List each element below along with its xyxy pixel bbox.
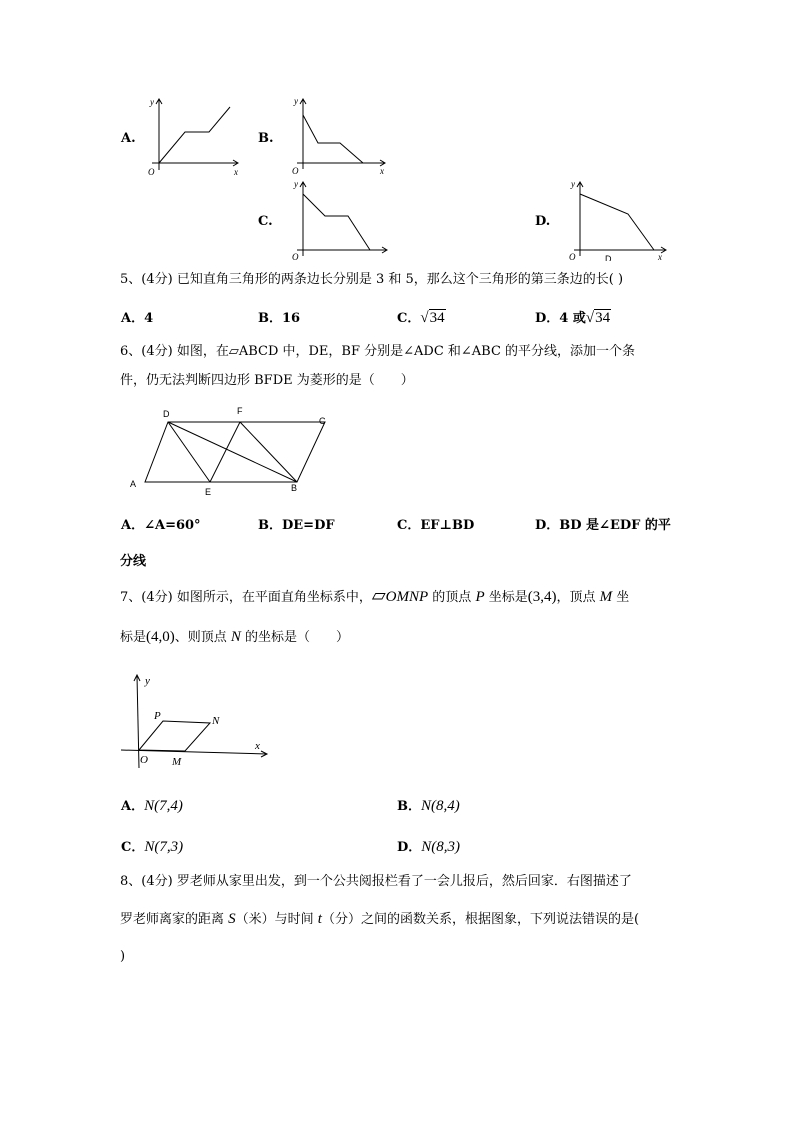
point-m: M bbox=[172, 756, 182, 768]
svg-text:y: y bbox=[294, 96, 298, 106]
svg-text:O: O bbox=[292, 166, 299, 176]
graph-option-d bbox=[562, 176, 677, 261]
graph-line bbox=[159, 107, 230, 163]
q5-option-d: D．4 或√34 bbox=[535, 310, 611, 326]
q5-option-a: A．4 bbox=[121, 311, 154, 326]
y-label: y bbox=[145, 675, 150, 687]
segment-fb bbox=[240, 422, 297, 482]
radicand: 34 bbox=[429, 310, 445, 326]
coordinate-figure bbox=[115, 670, 275, 770]
question-7-stem-line2: 标是(4,0)、则顶点 N 的坐标是（ ） bbox=[120, 629, 350, 645]
q7-option-a: A．N(7,4) bbox=[121, 798, 183, 814]
y-axis bbox=[137, 676, 139, 768]
svg-text:x: x bbox=[380, 166, 384, 176]
x-label: x bbox=[255, 740, 260, 752]
parallelogram-figure bbox=[125, 400, 345, 505]
point-o: O bbox=[140, 754, 148, 766]
option-a-label: A. bbox=[121, 131, 136, 146]
segment-db bbox=[168, 422, 297, 482]
q7-option-b: B．N(8,4) bbox=[397, 798, 460, 814]
point-e: E bbox=[205, 487, 212, 497]
parallelogram-omnp bbox=[139, 721, 210, 751]
q7-option-d: D．N(8,3) bbox=[397, 839, 461, 855]
option-b-label: B. bbox=[258, 131, 274, 146]
parallelogram-symbol: ▱ bbox=[371, 585, 386, 605]
point-b: B bbox=[291, 483, 298, 493]
q7-option-c: C．N(7,3) bbox=[121, 839, 184, 855]
q5-option-c: C．√34 bbox=[397, 310, 445, 326]
graph-line bbox=[303, 115, 363, 163]
option-d-label: D. bbox=[535, 214, 551, 229]
graph-line bbox=[303, 194, 370, 250]
radicand: 34 bbox=[595, 310, 611, 326]
svg-text:y: y bbox=[294, 179, 298, 189]
q5-option-b: B．16 bbox=[258, 311, 301, 326]
svg-text:O: O bbox=[569, 252, 576, 261]
svg-text:O: O bbox=[292, 252, 299, 261]
point-p: P bbox=[154, 710, 161, 722]
q6-option-a: A．∠A=60° bbox=[121, 518, 201, 533]
graph-line bbox=[580, 194, 654, 250]
q6-option-d: D．BD 是∠EDF 的平 bbox=[535, 518, 671, 533]
graph-option-c bbox=[285, 176, 395, 261]
origin-label: O bbox=[148, 167, 155, 177]
point-f: F bbox=[237, 406, 243, 416]
question-6-stem-line2: 件，仍无法判断四边形 BFDE 为菱形的是（ ） bbox=[120, 373, 414, 388]
option-c-label: C. bbox=[258, 214, 273, 229]
segment-de bbox=[168, 422, 210, 482]
svg-text:x: x bbox=[658, 252, 662, 261]
question-5-stem: 5、(4分) 已知直角三角形的两条边长分别是 3 和 5，那么这个三角形的第三条边的长( ) bbox=[120, 272, 624, 287]
graph-option-a bbox=[140, 95, 250, 180]
question-8-line3: ) bbox=[120, 949, 126, 964]
question-8-line1: 8、(4分) 罗老师从家里出发，到一个公共阅报栏看了一会儿报后，然后回家．右图描述了 bbox=[120, 874, 632, 889]
svg-text:D: D bbox=[605, 254, 612, 261]
point-n: N bbox=[212, 715, 220, 727]
svg-text:y: y bbox=[571, 179, 575, 189]
graph-option-b bbox=[285, 93, 395, 178]
question-7-stem-line1: 7、(4分) 如图所示，在平面直角坐标系中，▱OMNP 的顶点 P 坐标是(3,4)，顶点 M 坐 bbox=[120, 585, 630, 605]
y-label: y bbox=[150, 97, 154, 107]
x-label: x bbox=[234, 167, 238, 177]
point-c: C bbox=[319, 416, 326, 426]
point-a: A bbox=[130, 479, 137, 489]
q6-option-b: B．DE=DF bbox=[258, 518, 335, 533]
point-d: D bbox=[163, 409, 170, 419]
question-8-line2: 罗老师离家的距离 S（米）与时间 t（分）之间的函数关系，根据图象，下列说法错误的是( bbox=[120, 911, 640, 927]
question-6-stem-line1: 6、(4分) 如图，在▱ABCD 中，DE，BF 分别是∠ADC 和∠ABC 的平分线，添加一个条 bbox=[120, 344, 636, 359]
q6-option-d-continued: 分线 bbox=[120, 554, 147, 569]
segment-fe bbox=[210, 422, 240, 482]
q6-option-c: C．EF⊥BD bbox=[397, 518, 475, 533]
